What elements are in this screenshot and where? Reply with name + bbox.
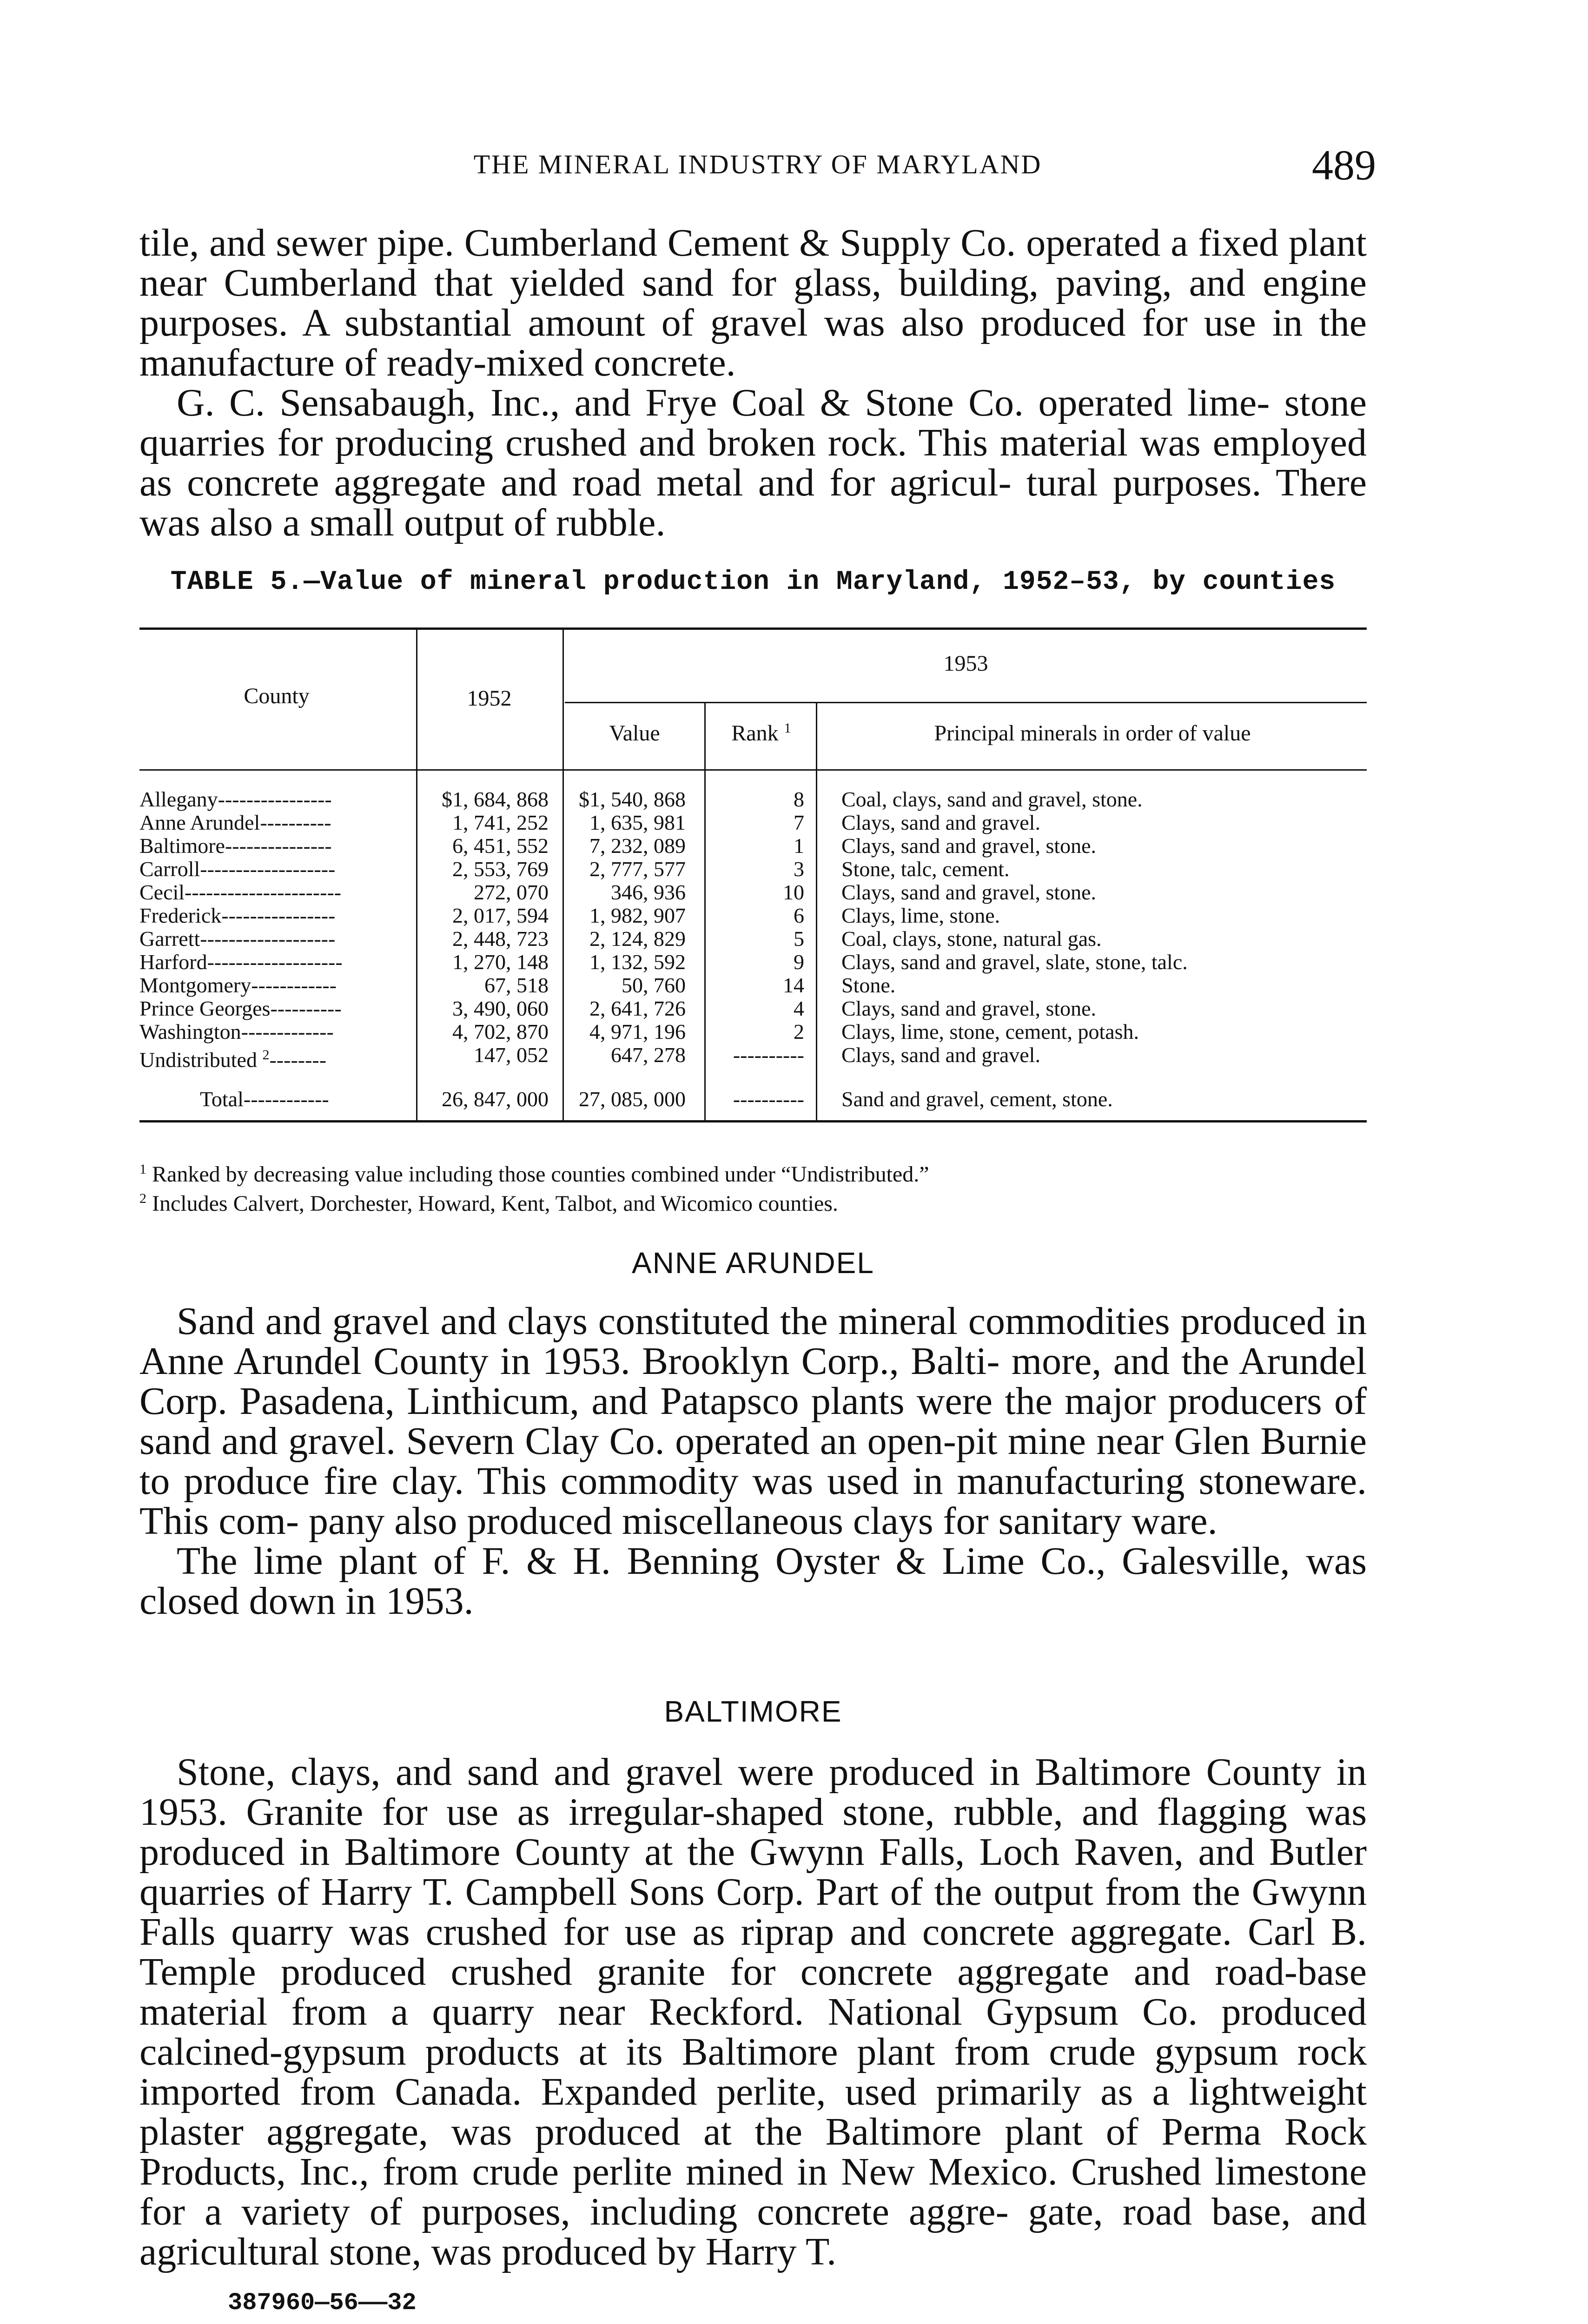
value-1953-cell: $1, 540, 868 [579,787,686,811]
text-line: Part of the output from the Gwynn Falls quarry was crushed for use [139,1870,1367,1954]
total-1953-cell: 27, 085, 000 [579,1087,686,1111]
text-line: tural purposes. There was also a small output of rubble. [139,461,1367,544]
county-name: Prince Georges [139,997,271,1020]
county-name: Baltimore [139,834,225,858]
text-line: Sand and gravel and clays constituted the mineral commodities [177,1300,1170,1343]
anne-arundel-paragraph-2 [139,1541,1367,1621]
minerals-cell: Coal, clays, stone, natural gas. [841,927,1102,951]
value-1952-cell: 4, 702, 870 [452,1020,549,1043]
rank-cell: ---------- [733,1043,804,1067]
table-row [139,881,1367,904]
table-row [139,997,1367,1020]
rank-cell: 6 [794,904,804,927]
footnote-text: Includes Calvert, Dorchester, Howard, Kent, Talbot, and Wicomico counties. [152,1191,838,1216]
table-row [139,951,1367,974]
text-line: Loch Raven, and Butler quarries of Harry T. Campbell Sons Corp. [139,1830,1367,1914]
anne-arundel-paragraphs [139,1301,1367,1621]
minerals-cell: Clays, sand and gravel, stone. [841,880,1097,904]
footnote-1 [139,1157,1367,1187]
table-row [139,1020,1367,1043]
rank-cell: 8 [794,787,804,811]
value-1952-cell: 1, 741, 252 [452,811,549,834]
text-line: more, and the Arundel Corp. Pasadena, Linthicum, and Patapsco [139,1340,1367,1423]
county-name: Montgomery [139,973,251,997]
county-cell: Cecil---------------------- [139,880,342,904]
text-line: plants were the major producers of sand and gravel. Severn Clay Co. [139,1380,1367,1463]
text-line: products at its Baltimore plant from crude gypsum rock imported [139,2030,1367,2113]
print-code: 387960—56——32 [228,2289,417,2317]
total-rank-cell: ---------- [733,1087,804,1111]
value-1952-cell: 2, 017, 594 [452,904,549,927]
value-1953-cell: 50, 760 [622,973,686,997]
footnote-2 [139,1187,1367,1216]
rank-cell: 9 [794,950,804,974]
text-line: tile, and sewer pipe. Cumberland Cement & Supply Co. operated a [139,221,1188,264]
table-caption: TABLE 5.—Value of mineral production in Maryland, 1952–53, by counties [170,567,1336,597]
text-line: near Reckford. National Gypsum Co. produced calcined-gypsum [139,1990,1367,2073]
county-name: Harford [139,950,207,974]
county-name: Cecil [139,880,185,904]
county-name: Undistributed [139,1048,257,1072]
rank-cell: 3 [794,857,804,881]
value-1952-cell: 3, 490, 060 [452,997,549,1020]
header-1953: 1953 [943,651,988,676]
text-line: and flagging was produced in Baltimore County at the Gwynn Falls, [139,1790,1367,1874]
minerals-cell: Clays, sand and gravel. [841,811,1040,834]
text-line: paving, and engine purposes. A substantial amount of gravel was [139,261,1367,344]
table-row [139,1043,1367,1072]
baltimore-paragraph-1 [139,1752,1367,2272]
county-cell: Washington------------- [139,1020,334,1043]
value-1952-cell: 1, 270, 148 [452,950,549,974]
total-minerals-cell: Sand and gravel, cement, stone. [841,1087,1113,1111]
rank-cell: 7 [794,811,804,834]
rank-cell: 4 [794,997,804,1020]
value-1953-cell: 1, 635, 981 [589,811,686,834]
text-line: County in 1953. Granite for use as irregular-shaped stone, rubble, [139,1750,1367,1834]
table-row [139,811,1367,834]
total-label: Total [200,1087,244,1111]
rank-cell: 1 [794,834,804,858]
table-row [139,788,1367,811]
value-1953-cell: 1, 132, 592 [589,950,686,974]
text-line: pany also produced miscellaneous clays for sanitary ware. [308,1499,1217,1543]
text-line: Crushed limestone for a variety of purposes, including concrete aggre- [139,2150,1367,2233]
header-rank-label: Rank [731,721,779,746]
page-number: 489 [1312,141,1376,189]
value-1953-cell: 7, 232, 089 [589,834,686,858]
total-label-cell: Total------------ [200,1087,329,1111]
header-value: Value [609,721,660,746]
value-1953-cell: 2, 641, 726 [589,997,686,1020]
text-line: granite for concrete aggregate and road-base material from a quarry [139,1950,1367,2034]
text-line: was employed as concrete aggregate and road metal and for agricul- [139,421,1367,504]
rank-cell: 2 [794,1020,804,1043]
minerals-cell: Coal, clays, sand and gravel, stone. [841,787,1143,811]
table-footnotes [139,1157,1367,1216]
text-line: G. C. Sensabaugh, Inc., and Frye Coal & Stone Co. operated lime- [177,381,1270,424]
value-1953-cell: 346, 936 [611,880,686,904]
minerals-cell: Clays, sand and gravel, stone. [841,997,1097,1020]
value-1953-cell: 2, 124, 829 [589,927,686,951]
county-cell: Allegany---------------- [139,787,332,811]
minerals-cell: Clays, lime, stone, cement, potash. [841,1020,1139,1043]
county-cell: Baltimore--------------- [139,834,332,858]
text-line: as riprap and concrete aggregate. Carl B. Temple produced crushed [139,1910,1367,1994]
header-bottom-rule [139,769,1367,771]
text-line: was closed down in 1953. [139,1539,1367,1623]
county-name: Anne Arundel [139,811,260,834]
minerals-cell: Clays, sand and gravel, stone. [841,834,1097,858]
value-1953-cell: 647, 278 [611,1043,686,1067]
intro-paragraph-1 [139,223,1367,383]
county-cell: Anne Arundel---------- [139,811,331,834]
header-rank [707,720,816,746]
county-cell: Garrett------------------- [139,927,336,951]
section-heading-anne-arundel: ANNE ARUNDEL [632,1246,874,1280]
value-1953-cell: 4, 971, 196 [589,1020,686,1043]
value-1952-cell: 67, 518 [484,973,549,997]
value-1952-cell: $1, 684, 868 [442,787,549,811]
rank-cell: 5 [794,927,804,951]
county-name: Washington [139,1020,241,1043]
minerals-cell: Clays, sand and gravel. [841,1043,1040,1067]
table-row [139,927,1367,951]
text-line: stone quarries for producing crushed and broken rock. This material [139,381,1367,464]
value-1952-cell: 6, 451, 552 [452,834,549,858]
footnote-text: Ranked by decreasing value including those counties combined under “Undistributed.” [152,1162,929,1187]
header-1952: 1952 [467,686,512,711]
header-county: County [244,684,310,708]
table-row [139,858,1367,881]
county-cell: Frederick---------------- [139,904,336,927]
text-line: gate, road base, and agricultural stone, was produced by Harry T. [139,2190,1367,2273]
table-bottom-rule [139,1120,1367,1122]
intro-paragraphs [139,223,1367,543]
text-line: Stone, clays, and sand and gravel were produced in Baltimore [177,1750,1191,1794]
table-row [139,834,1367,858]
county-name: Frederick [139,904,222,927]
county-name: Garrett [139,927,200,951]
value-1952-cell: 2, 448, 723 [452,927,549,951]
minerals-cell: Stone, talc, cement. [841,857,1010,881]
table-row [139,974,1367,997]
footnote-ref: 2 [262,1047,270,1063]
text-line: fixed plant near Cumberland that yielded sand for glass, building, [139,221,1367,304]
running-head [139,141,1376,191]
county-cell: Undistributed $^2$-------- [139,1047,327,1072]
intro-paragraph-2 [139,383,1367,543]
text-line: from Canada. Expanded perlite, used primarily as a lightweight [299,2070,1367,2113]
running-title: THE MINERAL INDUSTRY OF MARYLAND [473,149,1042,179]
text-line: plaster aggregate, was produced at the Baltimore plant of Perma [139,2110,1262,2153]
text-line: operated an open-pit mine near Glen Burnie to produce fire clay. [139,1419,1367,1503]
county-cell: Prince Georges---------- [139,997,342,1020]
minerals-cell: Clays, sand and gravel, slate, stone, talc. [841,950,1188,974]
header-minerals: Principal minerals in order of value [934,721,1251,746]
table-total-row [139,1088,1367,1111]
total-1952-cell: 26, 847, 000 [442,1087,549,1111]
value-1952-cell: 147, 052 [474,1043,549,1067]
value-1953-cell: 2, 777, 577 [589,857,686,881]
value-1953-cell: 1, 982, 907 [589,904,686,927]
county-cell: Montgomery------------ [139,973,337,997]
anne-arundel-paragraph-1 [139,1301,1367,1541]
text-line: This commodity was used in manufacturing stoneware. This com- [139,1459,1367,1543]
text-line: produced in Anne Arundel County in 1953. Brooklyn Corp., Balti- [139,1300,1367,1383]
table-row [139,904,1367,927]
footnote-ref: 1 [784,720,791,736]
county-name: Allegany [139,787,218,811]
baltimore-paragraphs [139,1752,1367,2272]
minerals-cell: Stone. [841,973,896,997]
rank-cell: 10 [783,880,804,904]
text-line: Rock Products, Inc., from crude perlite mined in New Mexico. [139,2110,1367,2193]
text-line: also produced for use in the manufacture of ready-mixed concrete. [139,301,1367,384]
value-1952-cell: 2, 553, 769 [452,857,549,881]
production-table [139,627,1367,1153]
header-sub-rule [565,702,1367,703]
rank-cell: 14 [783,973,804,997]
section-heading-baltimore: BALTIMORE [664,1695,842,1728]
footnote-mark: 1 [139,1162,146,1177]
minerals-cell: Clays, lime, stone. [841,904,1000,927]
county-cell: Harford------------------- [139,950,343,974]
footnote-mark: 2 [139,1191,146,1206]
text-line: The lime plant of F. & H. Benning Oyster & Lime Co., Galesville, [177,1539,1290,1583]
county-cell: Carroll------------------- [139,857,336,881]
table-top-rule [139,627,1367,630]
value-1952-cell: 272, 070 [474,880,549,904]
county-name: Carroll [139,857,200,881]
